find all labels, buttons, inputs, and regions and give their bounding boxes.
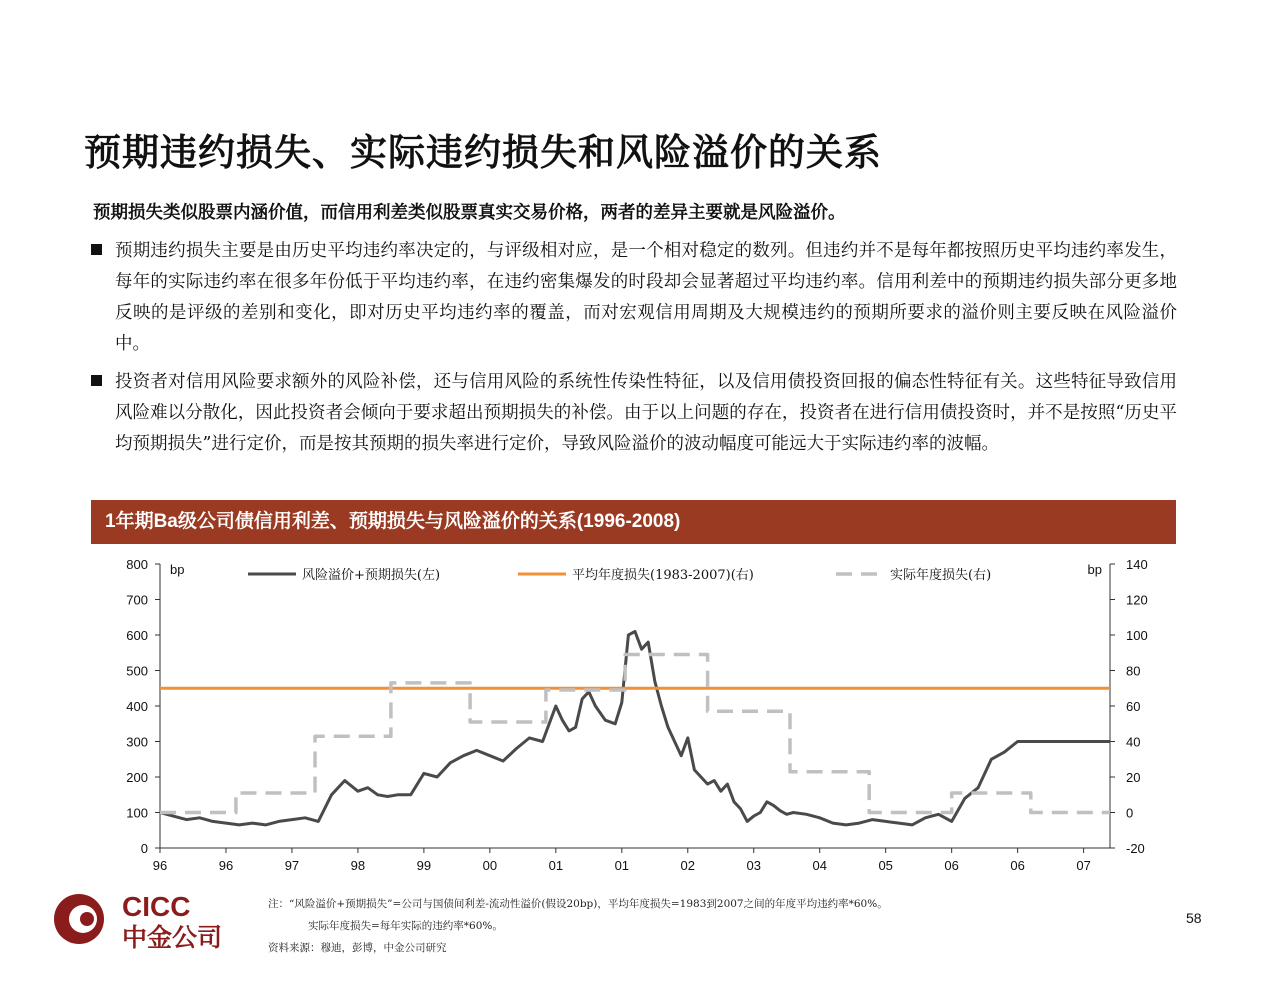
chart-notes bbox=[268, 893, 888, 959]
right-tick-label: -20 bbox=[1126, 841, 1145, 856]
x-tick-label: 06 bbox=[1010, 858, 1025, 873]
x-tick-label: 07 bbox=[1076, 858, 1091, 873]
logo-text-cn: 中金公司 bbox=[122, 923, 223, 952]
line-chart bbox=[0, 548, 1280, 878]
chart-banner: 1年期Ba级公司债信用利差、预期损失与风险溢价的关系(1996-2008) bbox=[91, 500, 1176, 544]
square-bullet-icon bbox=[91, 244, 102, 255]
logo-text-en: CICC bbox=[122, 891, 191, 922]
x-tick-label: 01 bbox=[548, 858, 564, 873]
right-tick-label: 120 bbox=[1126, 592, 1148, 608]
left-tick-label: 700 bbox=[126, 592, 148, 608]
x-tick-label: 98 bbox=[350, 858, 366, 873]
cicc-logo bbox=[52, 884, 242, 954]
x-tick-label: 96 bbox=[152, 858, 168, 873]
left-tick-label: 400 bbox=[126, 699, 148, 714]
left-tick-label: 300 bbox=[126, 734, 148, 750]
bullet-point-1 bbox=[91, 236, 1177, 360]
x-tick-label: 02 bbox=[680, 858, 696, 873]
right-tick-label: 100 bbox=[1126, 628, 1148, 643]
x-tick-label: 01 bbox=[614, 858, 630, 873]
note-line-1: 注：“风险溢价+预期损失”=公司与国债间利差-流动性溢价(假设20bp)，平均年度损失=1983到2007之间的年度平均违约率*60%。 bbox=[268, 898, 888, 910]
right-tick-label: 40 bbox=[1126, 734, 1141, 750]
left-tick-label: 800 bbox=[126, 557, 148, 572]
x-tick-label: 05 bbox=[878, 858, 893, 873]
bullet-point-2 bbox=[91, 367, 1177, 460]
left-tick-label: 500 bbox=[126, 663, 148, 679]
x-tick-label: 04 bbox=[812, 858, 827, 873]
source-line: 资料来源：穆迪，彭博，中金公司研究 bbox=[268, 942, 447, 954]
x-tick-label: 96 bbox=[218, 858, 234, 873]
left-tick-label: 0 bbox=[140, 841, 148, 856]
x-tick-label: 97 bbox=[284, 858, 300, 873]
square-bullet-icon bbox=[91, 375, 102, 386]
x-tick-label: 06 bbox=[944, 858, 959, 873]
left-tick-label: 200 bbox=[126, 770, 148, 785]
left-tick-label: 100 bbox=[126, 805, 148, 821]
right-tick-label: 80 bbox=[1126, 663, 1141, 679]
x-tick-label: 00 bbox=[482, 858, 498, 873]
lead-sentence: 预期损失类似股票内涵价值，而信用利差类似股票真实交易价格，两者的差异主要就是风险溢价。 bbox=[93, 203, 846, 223]
legend-label-3: 实际年度损失(右) bbox=[890, 568, 992, 583]
right-tick-label: 0 bbox=[1126, 805, 1134, 821]
cicc-logo-mark-icon bbox=[52, 884, 242, 954]
left-tick-label: 600 bbox=[126, 628, 148, 643]
right-axis-unit: bp bbox=[1087, 562, 1102, 577]
page-title: 预期违约损失、实际违约损失和风险溢价的关系 bbox=[84, 130, 882, 174]
series-line-3 bbox=[160, 655, 1110, 813]
series-line-1 bbox=[160, 632, 1110, 825]
left-axis-unit: bp bbox=[170, 562, 185, 577]
right-tick-label: 60 bbox=[1126, 699, 1141, 714]
bullet-text-1: 预期违约损失主要是由历史平均违约率决定的，与评级相对应，是一个相对稳定的数列。但违约并不是每年都按照历史平均违约率发生，每年的实际违约率在很多年份低于平均违约率，在违约密集爆发的时段却会显著超过平均违约率。信用利差中的预期违约损失部分更多地反映的是评级的差别和变化，即对历史平均违约率的覆盖，而对宏观信用周期及大规模违约的预期所要求的溢价则主要反映在风险溢价中。 bbox=[115, 241, 1177, 354]
right-tick-label: 140 bbox=[1126, 557, 1148, 572]
bullet-text-2: 投资者对信用风险要求额外的风险补偿，还与信用风险的系统性传染性特征，以及信用债投资回报的偏态性特征有关。这些特征导致信用风险难以分散化，因此投资者会倾向于要求超出预期损失的补偿。由于以上问题的存在，投资者在进行信用债投资时，并不是按照“历史平均预期损失”进行定价，而是按其预期的损失率进行定价，导致风险溢价的波动幅度可能远大于实际违约率的波幅。 bbox=[115, 372, 1177, 454]
note-line-2: 实际年度损失=每年实际的违约率*60%。 bbox=[308, 920, 503, 932]
legend-label-1: 风险溢价+预期损失(左) bbox=[302, 568, 441, 583]
page-number: 58 bbox=[1186, 910, 1202, 926]
x-tick-label: 03 bbox=[746, 858, 761, 873]
legend-label-2: 平均年度损失(1983-2007)(右) bbox=[572, 568, 754, 583]
x-tick-label: 99 bbox=[416, 858, 432, 873]
right-tick-label: 20 bbox=[1126, 770, 1141, 785]
